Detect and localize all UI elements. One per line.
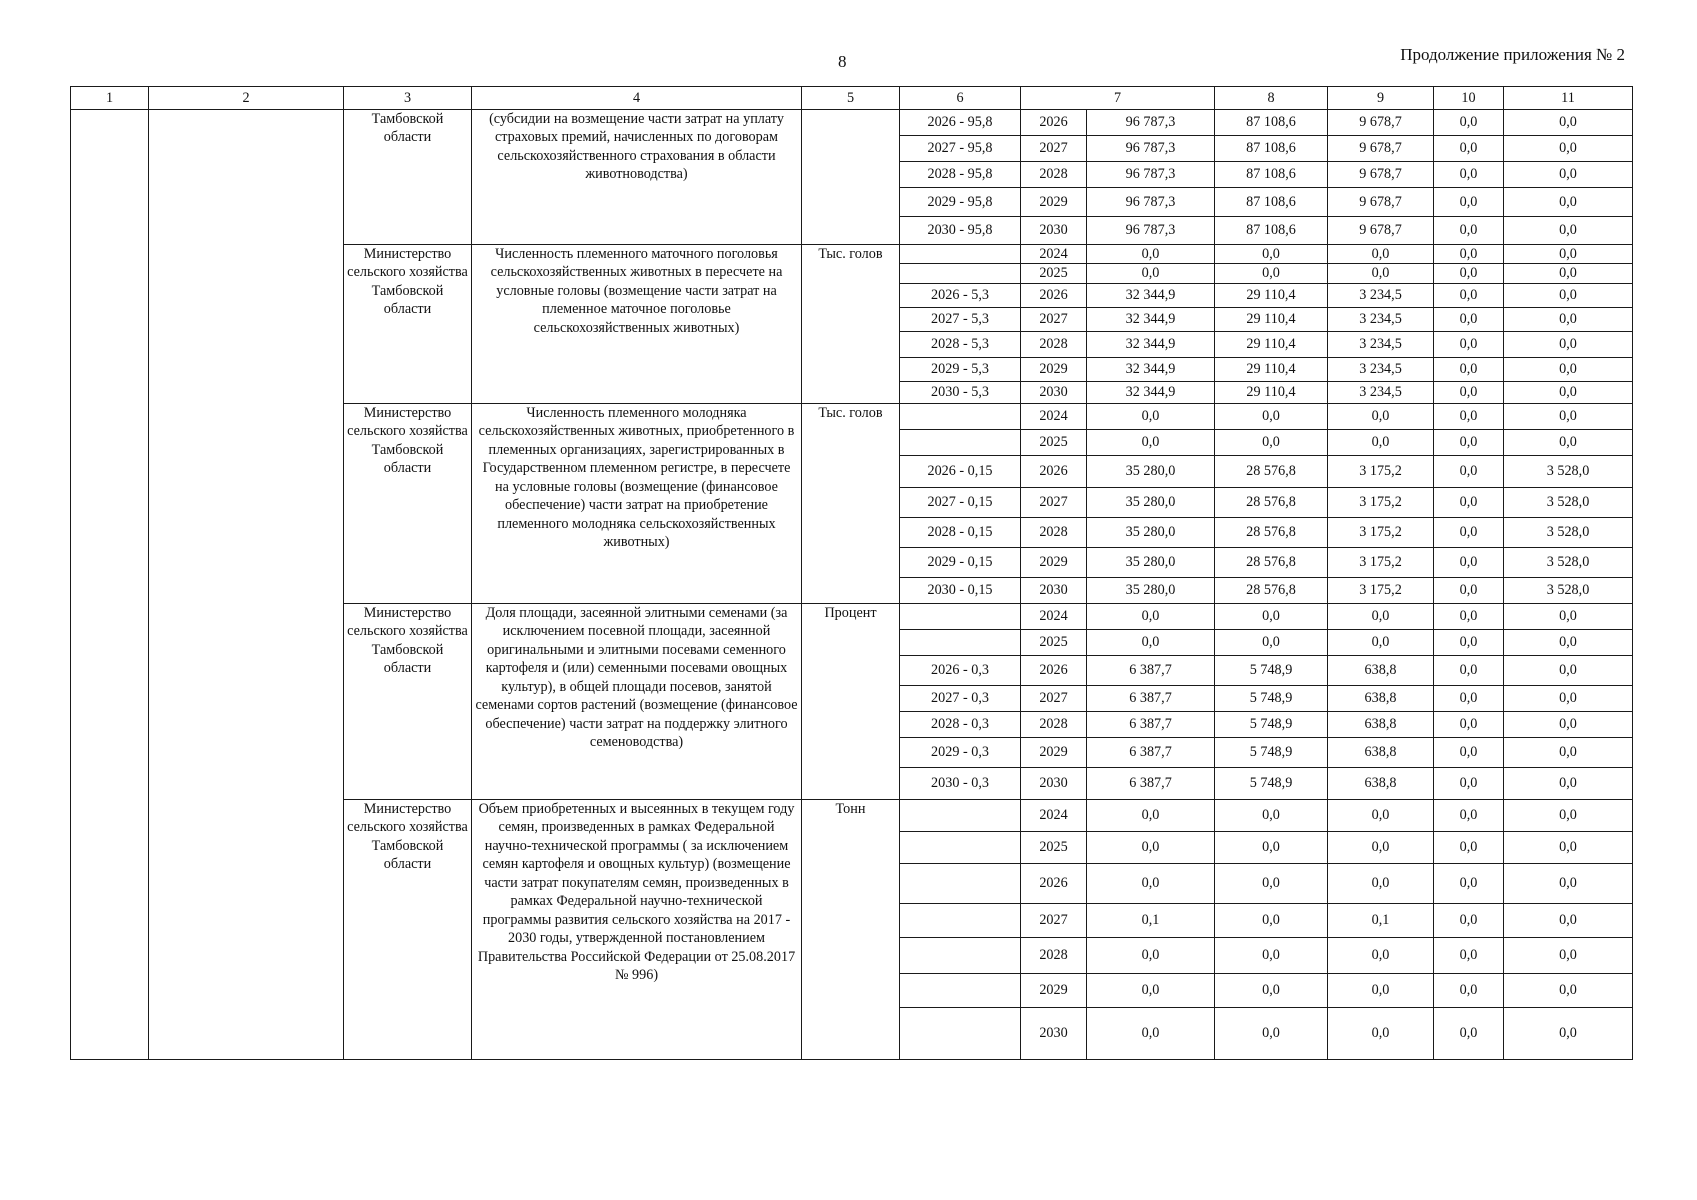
year-cell: 2027 xyxy=(1021,903,1087,937)
extrabudgetary-cell: 0,0 xyxy=(1504,429,1633,455)
total-amount-cell: 32 344,9 xyxy=(1087,331,1215,357)
local-budget-cell: 0,0 xyxy=(1434,264,1504,283)
regional-budget-cell: 0,0 xyxy=(1328,863,1434,903)
target-value-cell xyxy=(900,799,1021,831)
target-value-cell xyxy=(900,403,1021,429)
year-cell: 2028 xyxy=(1021,162,1087,188)
extrabudgetary-cell: 0,0 xyxy=(1504,799,1633,831)
target-value-cell: 2026 - 5,3 xyxy=(900,283,1021,307)
regional-budget-cell: 9 678,7 xyxy=(1328,136,1434,162)
indicator-description-cell: (субсидии на возмещение части затрат на уплату страховых премий, начисленных по договорам сельскохозяйственного страхования в области животноводства) xyxy=(472,110,802,245)
regional-budget-cell: 3 175,2 xyxy=(1328,455,1434,487)
table-row xyxy=(71,110,1633,136)
year-cell: 2027 xyxy=(1021,136,1087,162)
year-cell: 2030 xyxy=(1021,381,1087,403)
total-amount-cell: 96 787,3 xyxy=(1087,136,1215,162)
federal-budget-cell: 28 576,8 xyxy=(1215,547,1328,577)
total-amount-cell: 0,0 xyxy=(1087,245,1215,264)
column-header: 4 xyxy=(472,87,802,110)
federal-budget-cell: 0,0 xyxy=(1215,937,1328,973)
target-value-cell xyxy=(900,903,1021,937)
year-cell: 2024 xyxy=(1021,245,1087,264)
indicators-table xyxy=(70,86,1633,1060)
year-cell: 2030 xyxy=(1021,577,1087,603)
year-cell: 2024 xyxy=(1021,603,1087,629)
regional-budget-cell: 638,8 xyxy=(1328,655,1434,685)
target-value-cell: 2030 - 0,3 xyxy=(900,767,1021,799)
column-header: 2 xyxy=(149,87,344,110)
total-amount-cell: 0,0 xyxy=(1087,831,1215,863)
regional-budget-cell: 3 234,5 xyxy=(1328,307,1434,331)
extrabudgetary-cell: 0,0 xyxy=(1504,381,1633,403)
indicator-description-cell: Численность племенного маточного поголовья сельскохозяйственных животных в пересчете на условные головы (возмещение части затрат на племенное маточное поголовье сельскохозяйственных животных) xyxy=(472,245,802,404)
federal-budget-cell: 5 748,9 xyxy=(1215,767,1328,799)
regional-budget-cell: 0,0 xyxy=(1328,973,1434,1007)
responsible-org-cell: Министерство сельского хозяйства Тамбовской области xyxy=(344,799,472,1059)
year-cell: 2025 xyxy=(1021,831,1087,863)
local-budget-cell: 0,0 xyxy=(1434,737,1504,767)
extrabudgetary-cell: 0,0 xyxy=(1504,264,1633,283)
regional-budget-cell: 3 175,2 xyxy=(1328,577,1434,603)
column-header: 5 xyxy=(802,87,900,110)
total-amount-cell: 32 344,9 xyxy=(1087,283,1215,307)
total-amount-cell: 35 280,0 xyxy=(1087,547,1215,577)
extrabudgetary-cell: 0,0 xyxy=(1504,188,1633,217)
extrabudgetary-cell: 0,0 xyxy=(1504,973,1633,1007)
federal-budget-cell: 5 748,9 xyxy=(1215,711,1328,737)
regional-budget-cell: 3 234,5 xyxy=(1328,357,1434,381)
target-value-cell xyxy=(900,603,1021,629)
extrabudgetary-cell: 3 528,0 xyxy=(1504,577,1633,603)
federal-budget-cell: 0,0 xyxy=(1215,264,1328,283)
year-cell: 2024 xyxy=(1021,403,1087,429)
extrabudgetary-cell: 3 528,0 xyxy=(1504,517,1633,547)
extrabudgetary-cell: 0,0 xyxy=(1504,110,1633,136)
target-value-cell xyxy=(900,973,1021,1007)
local-budget-cell: 0,0 xyxy=(1434,711,1504,737)
extrabudgetary-cell: 0,0 xyxy=(1504,685,1633,711)
federal-budget-cell: 87 108,6 xyxy=(1215,162,1328,188)
local-budget-cell: 0,0 xyxy=(1434,455,1504,487)
federal-budget-cell: 29 110,4 xyxy=(1215,357,1328,381)
regional-budget-cell: 0,0 xyxy=(1328,629,1434,655)
responsible-org-cell: Министерство сельского хозяйства Тамбовской области xyxy=(344,603,472,799)
target-value-cell: 2026 - 95,8 xyxy=(900,110,1021,136)
table-body xyxy=(71,110,1633,1060)
local-budget-cell: 0,0 xyxy=(1434,162,1504,188)
total-amount-cell: 0,0 xyxy=(1087,1007,1215,1059)
year-cell: 2029 xyxy=(1021,973,1087,1007)
federal-budget-cell: 29 110,4 xyxy=(1215,283,1328,307)
year-cell: 2028 xyxy=(1021,517,1087,547)
local-budget-cell: 0,0 xyxy=(1434,283,1504,307)
regional-budget-cell: 638,8 xyxy=(1328,711,1434,737)
local-budget-cell: 0,0 xyxy=(1434,307,1504,331)
local-budget-cell: 0,0 xyxy=(1434,188,1504,217)
column-header: 6 xyxy=(900,87,1021,110)
federal-budget-cell: 0,0 xyxy=(1215,799,1328,831)
extrabudgetary-cell: 0,0 xyxy=(1504,162,1633,188)
local-budget-cell: 0,0 xyxy=(1434,973,1504,1007)
year-cell: 2026 xyxy=(1021,283,1087,307)
year-cell: 2027 xyxy=(1021,307,1087,331)
regional-budget-cell: 0,0 xyxy=(1328,937,1434,973)
local-budget-cell: 0,0 xyxy=(1434,331,1504,357)
federal-budget-cell: 5 748,9 xyxy=(1215,685,1328,711)
local-budget-cell: 0,0 xyxy=(1434,136,1504,162)
federal-budget-cell: 29 110,4 xyxy=(1215,381,1328,403)
unit-cell: Тонн xyxy=(802,799,900,1059)
extrabudgetary-cell: 0,0 xyxy=(1504,245,1633,264)
local-budget-cell: 0,0 xyxy=(1434,381,1504,403)
local-budget-cell: 0,0 xyxy=(1434,217,1504,245)
federal-budget-cell: 0,0 xyxy=(1215,429,1328,455)
federal-budget-cell: 5 748,9 xyxy=(1215,737,1328,767)
year-cell: 2028 xyxy=(1021,937,1087,973)
local-budget-cell: 0,0 xyxy=(1434,629,1504,655)
target-value-cell: 2027 - 5,3 xyxy=(900,307,1021,331)
target-value-cell xyxy=(900,863,1021,903)
extrabudgetary-cell: 3 528,0 xyxy=(1504,547,1633,577)
target-value-cell xyxy=(900,245,1021,264)
total-amount-cell: 6 387,7 xyxy=(1087,685,1215,711)
total-amount-cell: 6 387,7 xyxy=(1087,711,1215,737)
regional-budget-cell: 0,0 xyxy=(1328,799,1434,831)
federal-budget-cell: 29 110,4 xyxy=(1215,307,1328,331)
total-amount-cell: 32 344,9 xyxy=(1087,381,1215,403)
appendix-continuation-note: Продолжение приложения № 2 xyxy=(1400,45,1625,64)
total-amount-cell: 35 280,0 xyxy=(1087,487,1215,517)
regional-budget-cell: 3 175,2 xyxy=(1328,547,1434,577)
local-budget-cell: 0,0 xyxy=(1434,655,1504,685)
indicator-description-cell: Объем приобретенных и высеянных в текущем году семян, произведенных в рамках Федеральной научно-технической программы ( за исключением семян картофеля и овощных культур) (возмещение части затрат покупателям семян, произведенных в рамках Федеральной научно-технической программы развития сельского хозяйства на 2017 - 2030 годы, утвержденной постановлением Правительства Российской Федерации от 25.08.2017 № 996) xyxy=(472,799,802,1059)
total-amount-cell: 0,0 xyxy=(1087,603,1215,629)
regional-budget-cell: 3 234,5 xyxy=(1328,381,1434,403)
regional-budget-cell: 3 234,5 xyxy=(1328,331,1434,357)
total-amount-cell: 0,0 xyxy=(1087,264,1215,283)
federal-budget-cell: 28 576,8 xyxy=(1215,487,1328,517)
regional-budget-cell: 0,0 xyxy=(1328,603,1434,629)
year-cell: 2026 xyxy=(1021,110,1087,136)
local-budget-cell: 0,0 xyxy=(1434,547,1504,577)
extrabudgetary-cell: 0,0 xyxy=(1504,217,1633,245)
responsible-org-cell: Министерство сельского хозяйства Тамбовской области xyxy=(344,245,472,404)
total-amount-cell: 96 787,3 xyxy=(1087,110,1215,136)
year-cell: 2028 xyxy=(1021,711,1087,737)
extrabudgetary-cell: 0,0 xyxy=(1504,655,1633,685)
total-amount-cell: 0,0 xyxy=(1087,429,1215,455)
year-cell: 2026 xyxy=(1021,863,1087,903)
extrabudgetary-cell: 0,0 xyxy=(1504,831,1633,863)
column-header: 7 xyxy=(1021,87,1215,110)
total-amount-cell: 0,1 xyxy=(1087,903,1215,937)
regional-budget-cell: 9 678,7 xyxy=(1328,110,1434,136)
year-cell: 2029 xyxy=(1021,547,1087,577)
extrabudgetary-cell: 0,0 xyxy=(1504,711,1633,737)
unit-cell: Тыс. голов xyxy=(802,245,900,404)
year-cell: 2026 xyxy=(1021,655,1087,685)
year-cell: 2029 xyxy=(1021,357,1087,381)
responsible-org-cell: Министерство сельского хозяйства Тамбовской области xyxy=(344,403,472,603)
column-header: 10 xyxy=(1434,87,1504,110)
federal-budget-cell: 87 108,6 xyxy=(1215,110,1328,136)
regional-budget-cell: 0,0 xyxy=(1328,264,1434,283)
federal-budget-cell: 0,0 xyxy=(1215,403,1328,429)
extrabudgetary-cell: 0,0 xyxy=(1504,1007,1633,1059)
local-budget-cell: 0,0 xyxy=(1434,357,1504,381)
regional-budget-cell: 638,8 xyxy=(1328,737,1434,767)
target-value-cell: 2027 - 0,15 xyxy=(900,487,1021,517)
target-value-cell: 2029 - 0,3 xyxy=(900,737,1021,767)
total-amount-cell: 0,0 xyxy=(1087,863,1215,903)
year-cell: 2026 xyxy=(1021,455,1087,487)
total-amount-cell: 35 280,0 xyxy=(1087,577,1215,603)
year-cell: 2025 xyxy=(1021,629,1087,655)
federal-budget-cell: 0,0 xyxy=(1215,1007,1328,1059)
target-value-cell: 2027 - 95,8 xyxy=(900,136,1021,162)
federal-budget-cell: 87 108,6 xyxy=(1215,188,1328,217)
year-cell: 2024 xyxy=(1021,799,1087,831)
federal-budget-cell: 0,0 xyxy=(1215,629,1328,655)
federal-budget-cell: 0,0 xyxy=(1215,831,1328,863)
target-value-cell xyxy=(900,629,1021,655)
target-value-cell: 2028 - 0,3 xyxy=(900,711,1021,737)
federal-budget-cell: 0,0 xyxy=(1215,603,1328,629)
extrabudgetary-cell: 0,0 xyxy=(1504,737,1633,767)
column-header: 1 xyxy=(71,87,149,110)
total-amount-cell: 0,0 xyxy=(1087,973,1215,1007)
federal-budget-cell: 0,0 xyxy=(1215,973,1328,1007)
extrabudgetary-cell: 3 528,0 xyxy=(1504,487,1633,517)
extrabudgetary-cell: 0,0 xyxy=(1504,307,1633,331)
local-budget-cell: 0,0 xyxy=(1434,685,1504,711)
target-value-cell: 2027 - 0,3 xyxy=(900,685,1021,711)
indicator-description-cell: Доля площади, засеянной элитными семенами (за исключением посевной площади, засеянной оригинальными и элитными посевами семенного картофеля и (или) семенными посевами овощных культур), в общей площади посевов, занятой семенами сортов растений (возмещение (финансовое обеспечение) части затрат на поддержку элитного семеноводства) xyxy=(472,603,802,799)
federal-budget-cell: 28 576,8 xyxy=(1215,577,1328,603)
column-header: 3 xyxy=(344,87,472,110)
unit-cell: Тыс. голов xyxy=(802,403,900,603)
column-1-blank-cell xyxy=(71,110,149,1060)
total-amount-cell: 0,0 xyxy=(1087,403,1215,429)
regional-budget-cell: 0,0 xyxy=(1328,1007,1434,1059)
total-amount-cell: 35 280,0 xyxy=(1087,517,1215,547)
regional-budget-cell: 9 678,7 xyxy=(1328,217,1434,245)
regional-budget-cell: 638,8 xyxy=(1328,685,1434,711)
extrabudgetary-cell: 0,0 xyxy=(1504,331,1633,357)
year-cell: 2029 xyxy=(1021,737,1087,767)
local-budget-cell: 0,0 xyxy=(1434,937,1504,973)
local-budget-cell: 0,0 xyxy=(1434,903,1504,937)
regional-budget-cell: 0,0 xyxy=(1328,403,1434,429)
year-cell: 2030 xyxy=(1021,217,1087,245)
column-header: 8 xyxy=(1215,87,1328,110)
extrabudgetary-cell: 0,0 xyxy=(1504,903,1633,937)
responsible-org-cell: Тамбовской области xyxy=(344,110,472,245)
federal-budget-cell: 0,0 xyxy=(1215,863,1328,903)
local-budget-cell: 0,0 xyxy=(1434,603,1504,629)
year-cell: 2030 xyxy=(1021,1007,1087,1059)
extrabudgetary-cell: 0,0 xyxy=(1504,136,1633,162)
total-amount-cell: 6 387,7 xyxy=(1087,655,1215,685)
year-cell: 2025 xyxy=(1021,264,1087,283)
regional-budget-cell: 9 678,7 xyxy=(1328,162,1434,188)
unit-cell xyxy=(802,110,900,245)
total-amount-cell: 96 787,3 xyxy=(1087,217,1215,245)
total-amount-cell: 6 387,7 xyxy=(1087,767,1215,799)
federal-budget-cell: 28 576,8 xyxy=(1215,455,1328,487)
regional-budget-cell: 0,0 xyxy=(1328,831,1434,863)
page-number: 8 xyxy=(838,52,847,71)
extrabudgetary-cell: 0,0 xyxy=(1504,937,1633,973)
extrabudgetary-cell: 0,0 xyxy=(1504,357,1633,381)
regional-budget-cell: 0,0 xyxy=(1328,429,1434,455)
extrabudgetary-cell: 0,0 xyxy=(1504,629,1633,655)
federal-budget-cell: 5 748,9 xyxy=(1215,655,1328,685)
year-cell: 2029 xyxy=(1021,188,1087,217)
column-2-blank-cell xyxy=(149,110,344,1060)
extrabudgetary-cell: 0,0 xyxy=(1504,403,1633,429)
regional-budget-cell: 3 175,2 xyxy=(1328,487,1434,517)
column-number-row xyxy=(71,87,1633,110)
extrabudgetary-cell: 0,0 xyxy=(1504,603,1633,629)
local-budget-cell: 0,0 xyxy=(1434,767,1504,799)
target-value-cell: 2030 - 5,3 xyxy=(900,381,1021,403)
local-budget-cell: 0,0 xyxy=(1434,245,1504,264)
target-value-cell: 2029 - 0,15 xyxy=(900,547,1021,577)
local-budget-cell: 0,0 xyxy=(1434,403,1504,429)
target-value-cell: 2026 - 0,3 xyxy=(900,655,1021,685)
column-header: 9 xyxy=(1328,87,1434,110)
total-amount-cell: 0,0 xyxy=(1087,937,1215,973)
local-budget-cell: 0,0 xyxy=(1434,863,1504,903)
local-budget-cell: 0,0 xyxy=(1434,831,1504,863)
federal-budget-cell: 28 576,8 xyxy=(1215,517,1328,547)
federal-budget-cell: 87 108,6 xyxy=(1215,136,1328,162)
year-cell: 2028 xyxy=(1021,331,1087,357)
total-amount-cell: 32 344,9 xyxy=(1087,357,1215,381)
target-value-cell: 2029 - 95,8 xyxy=(900,188,1021,217)
target-value-cell xyxy=(900,937,1021,973)
target-value-cell: 2030 - 0,15 xyxy=(900,577,1021,603)
target-value-cell: 2028 - 95,8 xyxy=(900,162,1021,188)
regional-budget-cell: 0,1 xyxy=(1328,903,1434,937)
target-value-cell xyxy=(900,831,1021,863)
regional-budget-cell: 3 175,2 xyxy=(1328,517,1434,547)
local-budget-cell: 0,0 xyxy=(1434,799,1504,831)
target-value-cell: 2029 - 5,3 xyxy=(900,357,1021,381)
regional-budget-cell: 638,8 xyxy=(1328,767,1434,799)
local-budget-cell: 0,0 xyxy=(1434,577,1504,603)
local-budget-cell: 0,0 xyxy=(1434,429,1504,455)
year-cell: 2027 xyxy=(1021,685,1087,711)
total-amount-cell: 96 787,3 xyxy=(1087,162,1215,188)
extrabudgetary-cell: 3 528,0 xyxy=(1504,455,1633,487)
column-header: 11 xyxy=(1504,87,1633,110)
total-amount-cell: 32 344,9 xyxy=(1087,307,1215,331)
unit-cell: Процент xyxy=(802,603,900,799)
federal-budget-cell: 29 110,4 xyxy=(1215,331,1328,357)
target-value-cell: 2028 - 5,3 xyxy=(900,331,1021,357)
federal-budget-cell: 0,0 xyxy=(1215,903,1328,937)
local-budget-cell: 0,0 xyxy=(1434,1007,1504,1059)
total-amount-cell: 6 387,7 xyxy=(1087,737,1215,767)
total-amount-cell: 96 787,3 xyxy=(1087,188,1215,217)
extrabudgetary-cell: 0,0 xyxy=(1504,863,1633,903)
target-value-cell: 2028 - 0,15 xyxy=(900,517,1021,547)
local-budget-cell: 0,0 xyxy=(1434,110,1504,136)
target-value-cell xyxy=(900,1007,1021,1059)
total-amount-cell: 0,0 xyxy=(1087,629,1215,655)
target-value-cell: 2026 - 0,15 xyxy=(900,455,1021,487)
target-value-cell xyxy=(900,429,1021,455)
local-budget-cell: 0,0 xyxy=(1434,487,1504,517)
regional-budget-cell: 0,0 xyxy=(1328,245,1434,264)
extrabudgetary-cell: 0,0 xyxy=(1504,767,1633,799)
year-cell: 2027 xyxy=(1021,487,1087,517)
total-amount-cell: 0,0 xyxy=(1087,799,1215,831)
local-budget-cell: 0,0 xyxy=(1434,517,1504,547)
regional-budget-cell: 9 678,7 xyxy=(1328,188,1434,217)
extrabudgetary-cell: 0,0 xyxy=(1504,283,1633,307)
target-value-cell xyxy=(900,264,1021,283)
total-amount-cell: 35 280,0 xyxy=(1087,455,1215,487)
indicator-description-cell: Численность племенного молодняка сельскохозяйственных животных, приобретенного в племенных организациях, зарегистрированных в Государственном племенном регистре, в пересчете на условные головы (возмещение (финансовое обеспечение) части затрат на приобретение племенного молодняка сельскохозяйственных животных) xyxy=(472,403,802,603)
year-cell: 2030 xyxy=(1021,767,1087,799)
federal-budget-cell: 0,0 xyxy=(1215,245,1328,264)
target-value-cell: 2030 - 95,8 xyxy=(900,217,1021,245)
federal-budget-cell: 87 108,6 xyxy=(1215,217,1328,245)
year-cell: 2025 xyxy=(1021,429,1087,455)
regional-budget-cell: 3 234,5 xyxy=(1328,283,1434,307)
